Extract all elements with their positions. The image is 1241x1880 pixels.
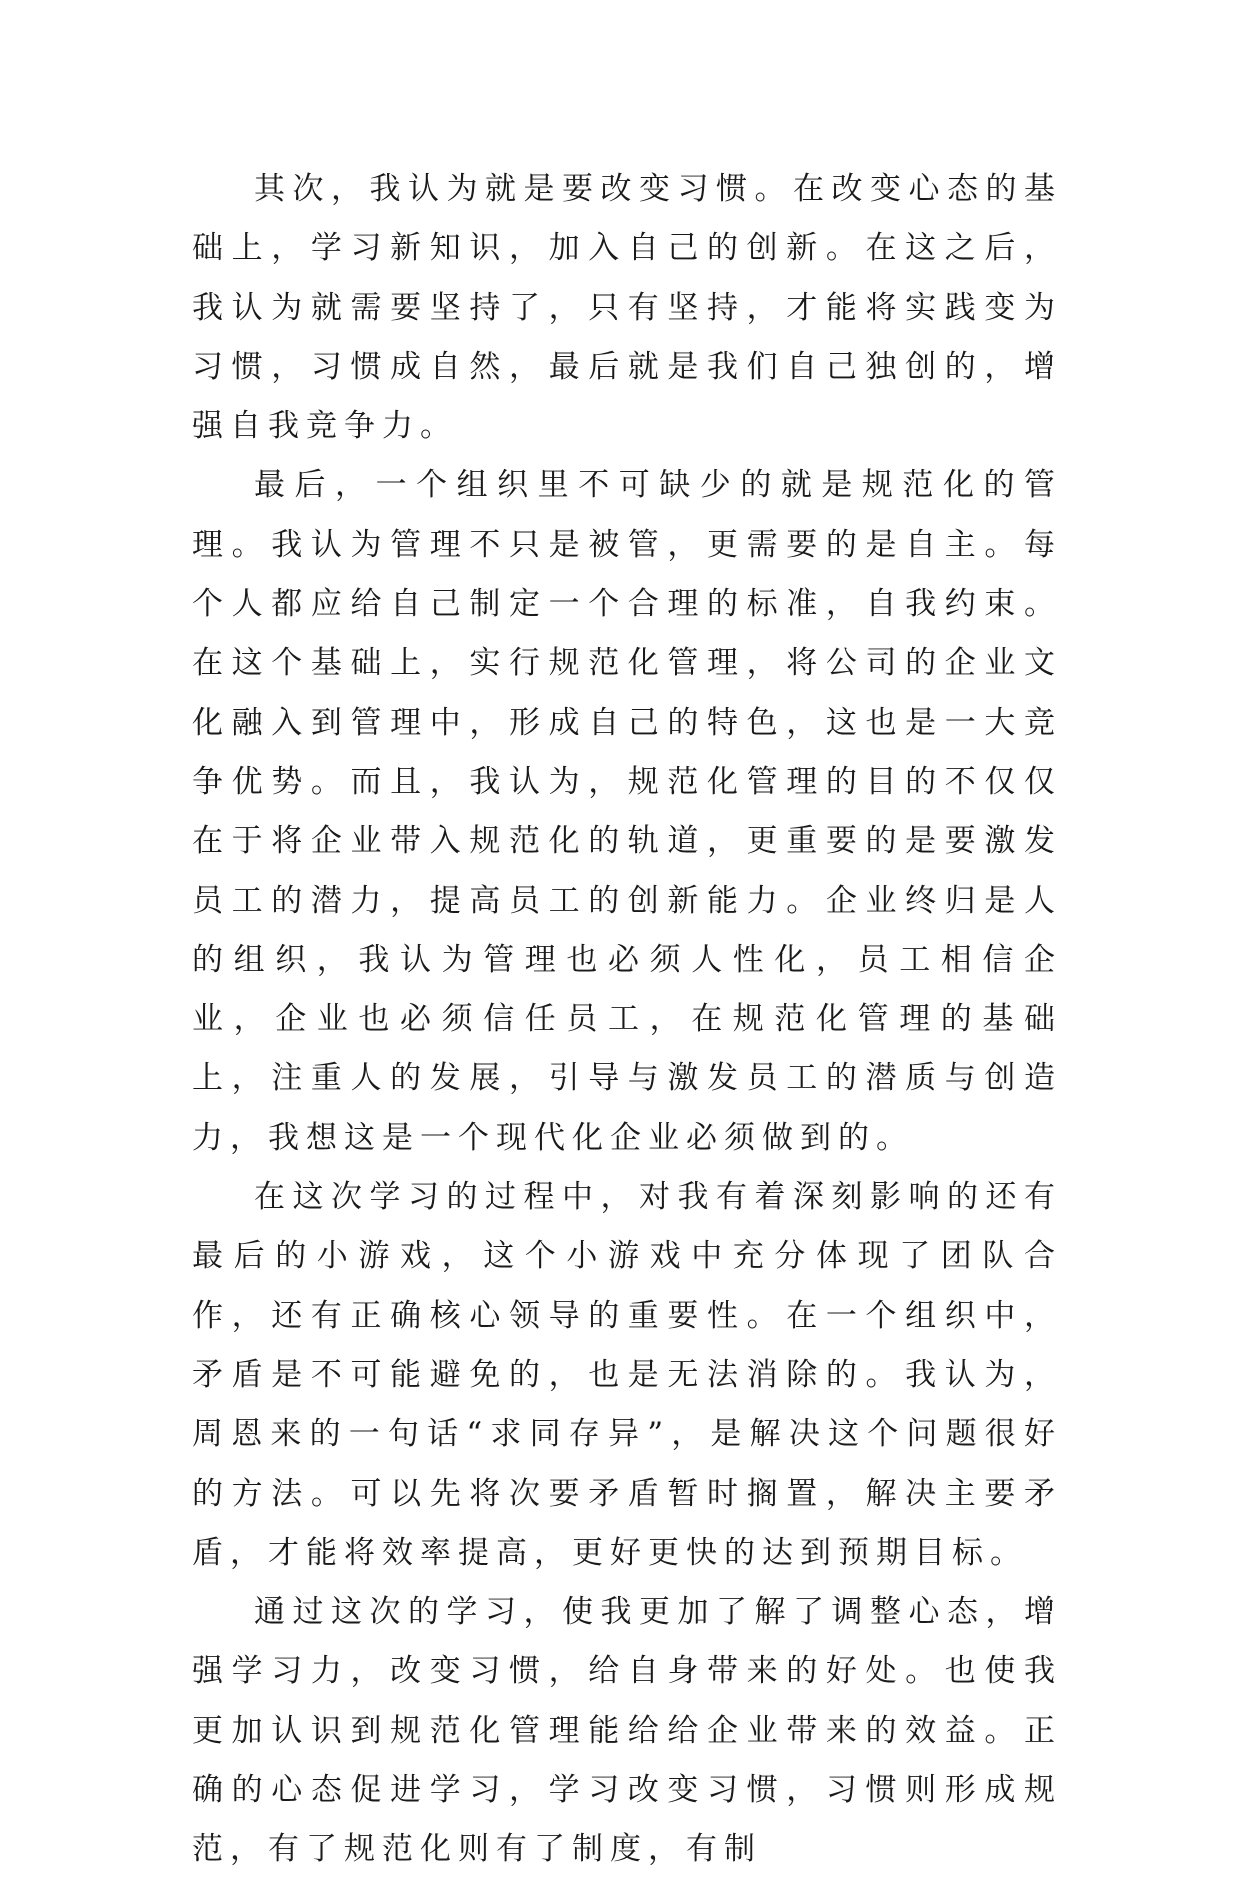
paragraph-habits: 其次，我认为就是要改变习惯。在改变心态的基础上，学习新知识，加入自己的创新。在这之后，我认为就需要坚持了，只有坚持，才能将实践变为习惯，习惯成自然，最后就是我们自己独创的，增强自我竞争力。 [192,171,1062,445]
paragraph-teamwork-game: 在这次学习的过程中，对我有着深刻影响的还有最后的小游戏，这个小游戏中充分体现了团队合作，还有正确核心领导的重要性。在一个组织中，矛盾是不可能避免的，也是无法消除的。我认为，周恩来的一句话“求同存异”，是解决这个问题很好的方法。可以先将次要矛盾暂时搁置，解决主要矛盾，才能将效率提高，更好更快的达到预期目标。 [192,1179,1062,1571]
paragraph-management: 最后，一个组织里不可缺少的就是规范化的管理。我认为管理不只是被管，更需要的是自主。每个人都应给自己制定一个合理的标准，自我约束。在这个基础上，实行规范化管理，将公司的企业文化融入到管理中，形成自己的特色，这也是一大竞争优势。而且，我认为，规范化管理的目的不仅仅在于将企业带入规范化的轨道，更重要的是要激发员工的潜力，提高员工的创新能力。企业终归是人的组织，我认为管理也必须人性化，员工相信企业，企业也必须信任员工，在规范化管理的基础上，注重人的发展，引导与激发员工的潜质与创造力，我想这是一个现代化企业必须做到的。 [192,467,1062,1156]
paragraph-conclusion: 通过这次的学习，使我更加了解了调整心态，增强学习力，改变习惯，给自身带来的好处。也使我更加认识到规范化管理能给给企业带来的效益。正确的心态促进学习，学习改变习惯，习惯则形成规范，有了规范化则有了制度，有制 [192,1594,1062,1868]
document-body [192,160,1062,1880]
